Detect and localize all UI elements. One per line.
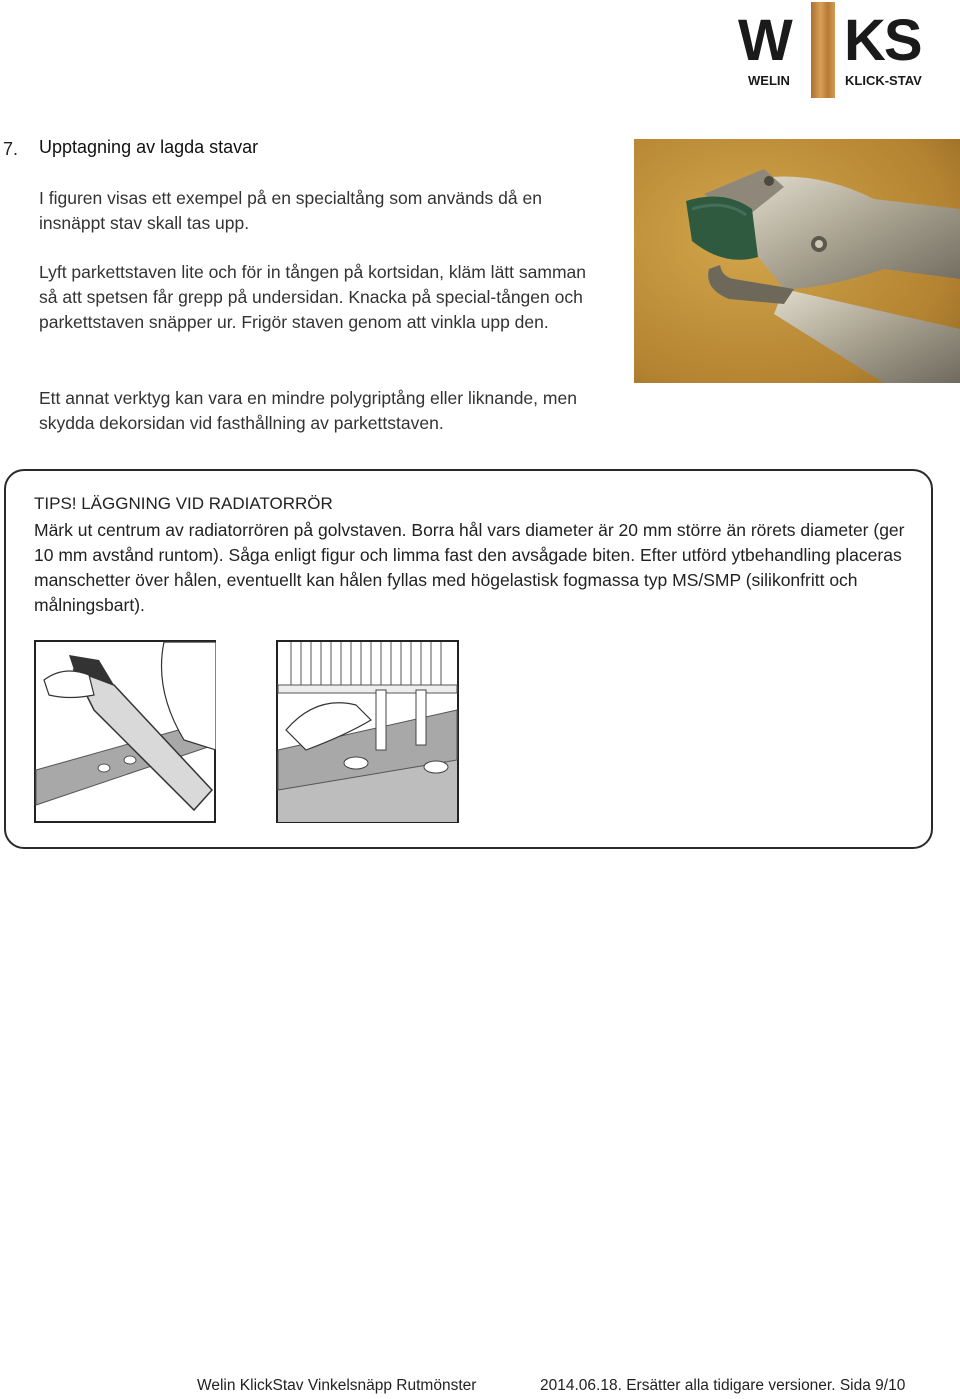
special-pliers-photo <box>634 139 960 383</box>
paragraph-instructions: Lyft parkettstaven lite och för in tången på kortsidan, kläm lätt samman så att spetsen får grepp på undersidan. Knacka på special-tången och parkettstaven snäpper ur. Frigör staven genom att vinkla upp den. <box>39 262 586 332</box>
footer-document-name: Welin KlickStav Vinkelsnäpp Rutmönster <box>197 1377 477 1394</box>
logo-sub-right: KLICK-STAV <box>845 73 922 88</box>
section-title: Upptagning av lagda stavar <box>39 137 259 157</box>
sawing-stave-illustration <box>34 640 216 823</box>
section-number: 7. <box>3 139 19 159</box>
footer-version-page: 2014.06.18. Ersätter alla tidigare versioner. Sida 9/10 <box>540 1377 906 1394</box>
logo-letters-right: KS <box>844 8 921 73</box>
logo-letters-left: W <box>738 8 791 73</box>
welin-klickstav-logo <box>738 2 938 98</box>
tips-text: Märk ut centrum av radiatorrören på golvstaven. Borra hål vars diameter är 20 mm större än rörets diameter (ger 10 mm avstånd runtom). Såga enligt figur och limma fast den avsågade biten. Efter utförd ytbehandling placeras manschetter över hålen, eventuellt kan hålen fyllas med högelastisk fogmassa typ MS/SMP (silikonfritt och målningsbart). <box>34 520 905 615</box>
tips-title: TIPS! LÄGGNING VID RADIATORRÖR <box>34 494 333 513</box>
paragraph-intro: I figuren visas ett exempel på en specialtång som används då en insnäppt stav skall tas upp. <box>39 188 542 233</box>
logo-wood-stave <box>811 2 835 98</box>
logo-sub-left: WELIN <box>748 73 790 88</box>
radiator-pipes-illustration <box>276 640 459 823</box>
paragraph-alternative-tool: Ett annat verktyg kan vara en mindre polygriptång eller liknande, men skydda dekorsidan vid fasthållning av parkettstaven. <box>39 388 577 433</box>
